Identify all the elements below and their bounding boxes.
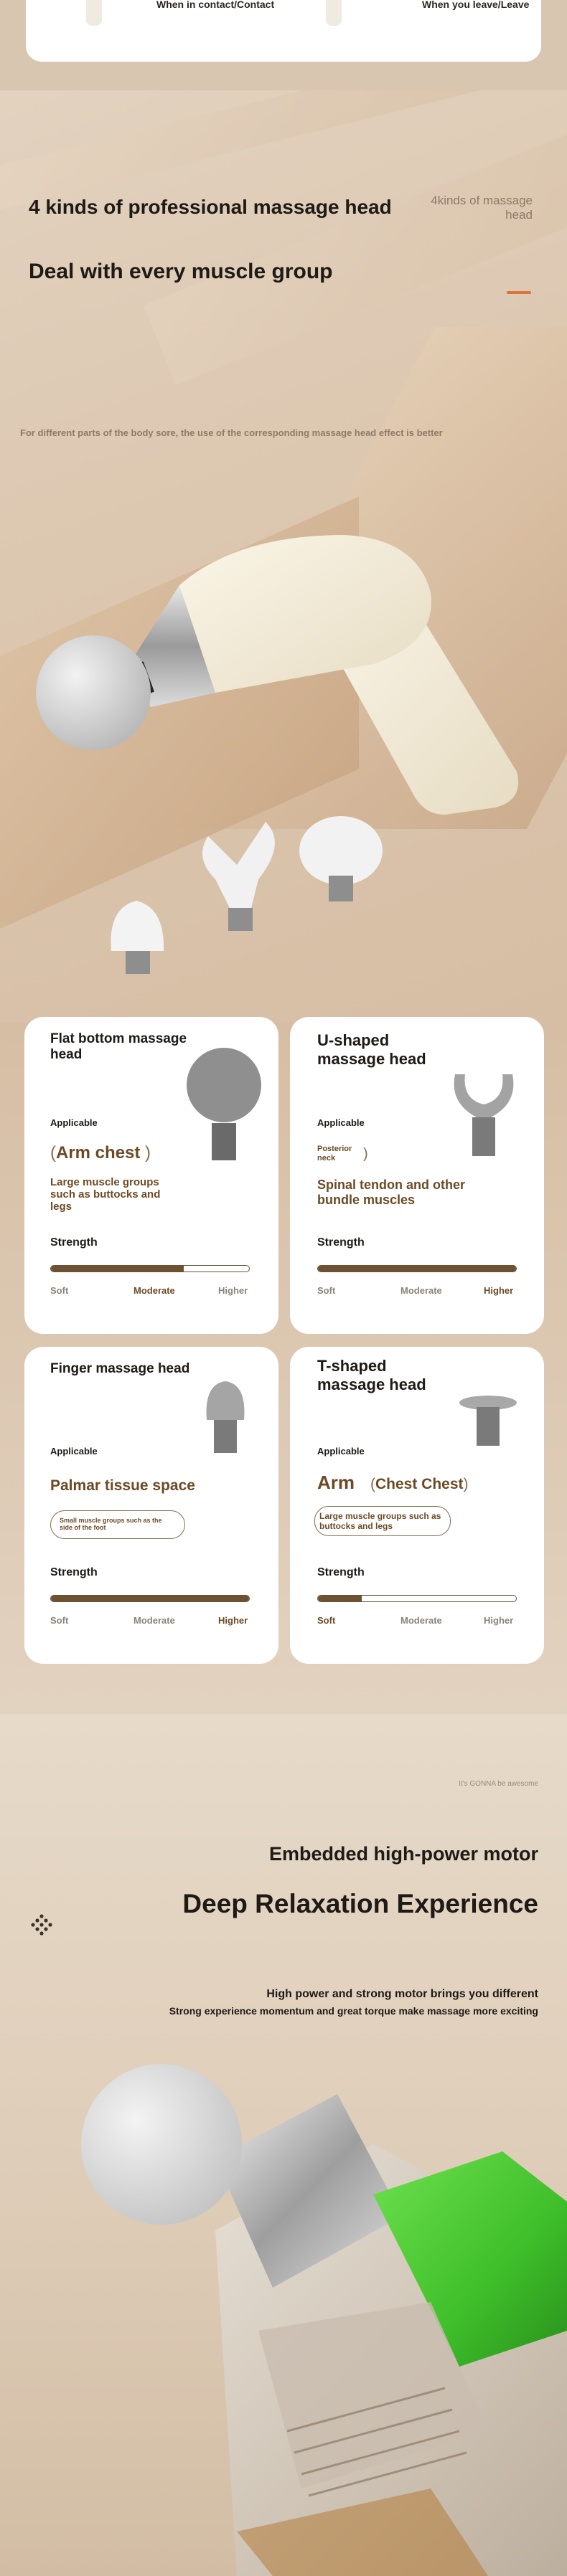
motor-description: High power and strong motor brings you different: [266, 1988, 538, 2000]
motor-title: Embedded high-power motor: [269, 1843, 538, 1865]
strength-bar: [317, 1265, 517, 1272]
section-title: 4 kinds of professional massage head: [29, 196, 392, 218]
section-description: For different parts of the body sore, the use of the corresponding massage head effect is better: [20, 427, 443, 438]
applicable-label: Applicable: [317, 1117, 365, 1128]
area-sub: Large muscle groups such as buttocks and legs: [319, 1511, 441, 1531]
level-higher: Higher: [484, 1615, 514, 1626]
tshape-head-image: [452, 1391, 524, 1456]
leave-label: When you leave/Leave: [422, 0, 530, 10]
level-moderate: Moderate: [133, 1615, 175, 1626]
ushape-head-image: [441, 1060, 527, 1175]
strength-bar: [50, 1595, 250, 1602]
strength-label: Strength: [317, 1566, 365, 1578]
level-higher: Higher: [218, 1615, 248, 1626]
leave-head-image: [326, 0, 342, 26]
card-finger-head: [24, 1347, 278, 1664]
area-main: Posterior neck: [317, 1145, 352, 1162]
level-moderate: Moderate: [400, 1615, 442, 1626]
level-moderate: Moderate: [400, 1285, 442, 1296]
brand-note: It's GONNA be awesome: [459, 1780, 538, 1788]
area-sub: Small muscle groups such as the side of the foot: [60, 1517, 162, 1531]
strength-label: Strength: [317, 1236, 365, 1249]
card-title: Finger massage head: [50, 1361, 190, 1376]
strength-bar-fill: [51, 1596, 249, 1601]
strength-bar: [50, 1265, 250, 1272]
area-main: Arm: [317, 1472, 355, 1493]
area-sub-pill: [314, 1506, 451, 1536]
side-label: 4kinds of massage head: [431, 194, 533, 222]
level-soft: Soft: [317, 1615, 336, 1626]
motor-description-2: Strong experience momentum and great torque make massage more exciting: [169, 2005, 538, 2017]
applicable-label: Applicable: [317, 1446, 365, 1457]
level-soft: Soft: [317, 1285, 336, 1296]
applicable-label: Applicable: [50, 1446, 98, 1457]
area-sub: Large muscle groups such as buttocks and legs: [50, 1176, 161, 1213]
strength-bar-fill: [318, 1596, 362, 1601]
area-main: Palmar tissue space: [50, 1477, 195, 1494]
area-main-text: Arm chest: [56, 1143, 141, 1162]
paren-deco: ): [363, 1146, 368, 1162]
finger-head-image: [197, 1377, 254, 1463]
strength-bar: [317, 1595, 517, 1602]
level-higher: Higher: [484, 1285, 514, 1296]
area-main-2-wrap: (Chest Chest): [370, 1476, 469, 1492]
contact-label: When in contact/Contact: [156, 0, 275, 10]
card-tshape-head: [290, 1347, 544, 1664]
area-main: (Arm chest ): [50, 1143, 151, 1162]
section-subtitle: Deal with every muscle group: [29, 260, 333, 283]
heads-section: [0, 90, 567, 1023]
card-title: Flat bottom massage head: [50, 1031, 187, 1062]
card-title: T-shaped massage head: [317, 1357, 426, 1393]
head-ushape: [202, 822, 275, 931]
level-higher: Higher: [218, 1285, 248, 1296]
flat-head-image: [181, 1046, 267, 1175]
card-flat-head: [24, 1017, 278, 1334]
accent-dash: [507, 291, 531, 294]
card-title: U-shaped massage head: [317, 1031, 426, 1068]
strength-bar-fill: [51, 1266, 184, 1272]
motor-section: [0, 1714, 567, 2576]
card-ushape-head: [290, 1017, 544, 1334]
area-sub-pill: [50, 1510, 185, 1539]
top-strip: [0, 0, 567, 90]
contact-card: [26, 0, 541, 62]
strength-label: Strength: [50, 1236, 98, 1249]
applicable-label: Applicable: [50, 1117, 98, 1128]
strength-bar-fill: [318, 1266, 516, 1272]
area-main-2: Chest Chest: [375, 1476, 464, 1492]
massage-gun-illustration: [0, 478, 567, 1023]
level-soft: Soft: [50, 1285, 69, 1296]
level-moderate: Moderate: [133, 1285, 175, 1296]
head-bullet: [111, 901, 164, 974]
contact-head-image: [86, 0, 102, 26]
level-soft: Soft: [50, 1615, 69, 1626]
strength-label: Strength: [50, 1566, 98, 1578]
motor-headline: Deep Relaxation Experience: [182, 1889, 538, 1918]
motor-illustration: [0, 2030, 567, 2576]
head-flat: [299, 816, 383, 901]
dots-icon: [30, 1913, 53, 1936]
area-sub: Spinal tendon and other bundle muscles: [317, 1178, 465, 1207]
